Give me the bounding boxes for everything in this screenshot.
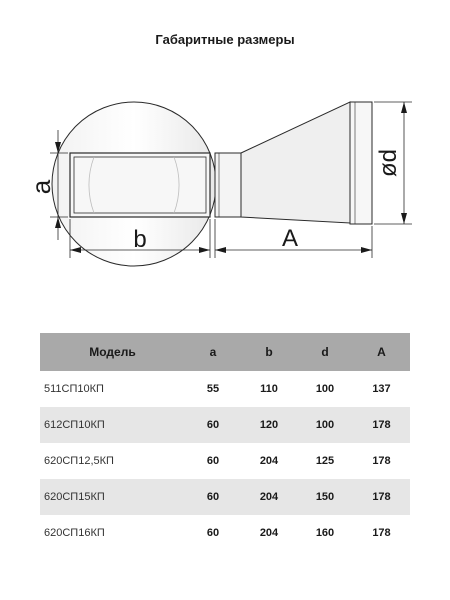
cell-A: 137: [372, 383, 391, 395]
label-A: A: [281, 225, 299, 252]
header-d: d: [297, 333, 353, 371]
cell-d: 100: [297, 407, 353, 443]
cell-A: 178: [353, 479, 410, 515]
header-A: A: [353, 333, 410, 371]
table-header-row: [40, 333, 410, 371]
cell-model: 620СП16КП: [44, 527, 105, 539]
cell-b: 204: [259, 455, 279, 467]
cell-b: 204: [241, 479, 297, 515]
cell-a: 55: [206, 383, 220, 395]
header-model: Модель: [40, 333, 185, 371]
cell-model: 620СП12,5КП: [44, 455, 114, 467]
header-a: a: [185, 333, 241, 371]
cell-a: 60: [206, 527, 220, 539]
dimensions-drawing: [20, 80, 430, 270]
page-title: Габаритные размеры: [155, 32, 295, 47]
cell-model: 511СП10КП: [44, 383, 104, 395]
side-view: [215, 102, 372, 224]
table-row: [40, 443, 410, 479]
cell-a: 60: [206, 455, 220, 467]
table-row: [40, 479, 410, 515]
cell-A: 178: [353, 407, 410, 443]
cell-b: 110: [260, 383, 278, 395]
cell-b: 204: [259, 527, 279, 539]
cell-A: 178: [372, 455, 391, 467]
table-row: [40, 407, 410, 443]
cell-model: 612СП10КП: [40, 407, 185, 443]
cell-A: 178: [372, 527, 391, 539]
table-row: [40, 371, 410, 407]
label-a: a: [26, 179, 56, 195]
dimension-d: [374, 102, 412, 224]
dimension-A: [215, 219, 372, 258]
cell-d: 125: [315, 455, 335, 467]
dimensions-table: [40, 333, 410, 551]
cell-d: 160: [315, 527, 335, 539]
cell-b: 120: [241, 407, 297, 443]
cell-d: 150: [297, 479, 353, 515]
label-b: b: [133, 226, 147, 253]
cell-d: 100: [315, 383, 335, 395]
table-row: [40, 515, 410, 551]
cell-model: 620СП15КП: [40, 479, 185, 515]
label-d: ød: [375, 148, 402, 178]
header-b: b: [241, 333, 297, 371]
cell-a: 60: [185, 479, 241, 515]
cell-a: 60: [185, 407, 241, 443]
